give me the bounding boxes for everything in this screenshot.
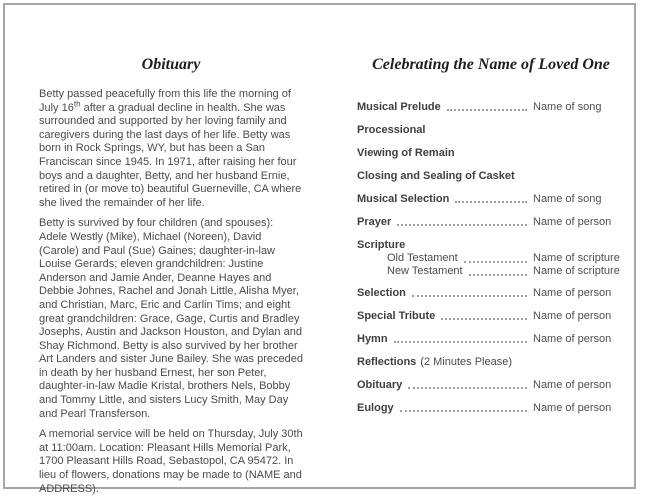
service-subitem-new-testament <box>357 265 625 278</box>
service-item-note: (2 Minutes Please) <box>420 356 513 368</box>
service-item-label: Eulogy <box>357 402 394 414</box>
service-item-value: Name of person <box>533 379 612 391</box>
service-item-label: Obituary <box>357 379 403 391</box>
service-item-value: Name of person <box>533 287 612 299</box>
obituary-paragraph-3: A memorial service will be held on Thursday, July 30th at 11:00am. Location: Pleasant Hills Memorial Park, 1700 Pleasant Hills Road, Sebastopol, CA 95472. In lieu of flowers, donations may be made to (NAME and ADDRESS). <box>39 428 303 495</box>
service-item-label: Viewing of Remain <box>357 147 455 159</box>
dotted-leader <box>400 401 527 412</box>
service-item-viewing-of-remain <box>357 146 625 160</box>
dotted-leader <box>408 378 527 389</box>
program-sheet <box>3 3 636 495</box>
service-item-eulogy <box>357 401 625 415</box>
service-item-closing-and-sealing <box>357 169 625 183</box>
paragraph-1-text-continued: after a gradual decline in health. She was surrounded and supported by her loving family and caregivers during the last days of her life. Betty was born in Rock Springs, WY, but has been a San Franciscan since 1945. In 1971, after raising her four boys and a daughter, Betty, and her husband Ernie, retired in (or move to) beautiful Guerneville, CA where she lived the remainder of her life. <box>39 101 302 209</box>
dotted-leader <box>412 286 527 297</box>
service-subitem-value: Name of scripture <box>533 252 620 264</box>
service-item-obituary <box>357 378 625 392</box>
service-title: Celebrating the Name of Loved One <box>372 56 610 73</box>
service-item-reflections <box>357 355 625 369</box>
service-item-value: Name of person <box>533 402 612 414</box>
service-item-value: Name of person <box>533 310 612 322</box>
service-item-musical-prelude <box>357 100 625 114</box>
dotted-leader <box>464 252 527 263</box>
service-item-label: Prayer <box>357 216 392 228</box>
service-item-value: Name of song <box>533 193 602 205</box>
service-subitem-old-testament <box>357 252 625 265</box>
dotted-leader <box>394 332 527 343</box>
service-item-scripture <box>357 238 625 252</box>
service-subitem-label: Old Testament <box>387 252 458 264</box>
dotted-leader <box>441 309 527 320</box>
service-item-label: Selection <box>357 287 406 299</box>
service-item-value: Name of song <box>533 101 602 113</box>
service-item-label: Hymn <box>357 333 388 345</box>
service-item-hymn <box>357 332 625 346</box>
service-item-label: Special Tribute <box>357 310 436 322</box>
service-item-musical-selection <box>357 192 625 206</box>
paragraph-1-text: Betty passed peacefully from this life the morning of July 16 <box>39 88 291 114</box>
service-item-label: Musical Prelude <box>357 101 441 113</box>
service-item-label: Scripture <box>357 239 406 251</box>
service-item-label: Reflections <box>357 356 417 368</box>
service-subitem-label: New Testament <box>387 264 463 277</box>
paragraph-1-superscript: th <box>73 98 81 108</box>
obituary-body <box>39 88 303 496</box>
dotted-leader <box>447 100 527 111</box>
obituary-paragraph-2: Betty is survived by four children (and spouses): Adele Westly (Mike), Michael (Noreen), David (Carole) and Paul (Sue) Gaines; daughter-in-law Louise Gerards; eleven grandchildren: Justine Anderson and Jamie Ander, Deanne Hayes and Debbie Johnes, Rachel and Jonah Little, Alisha Myer, and Christian, Marc, Eric and Carlin Tims; and eight great grandchildren: Grace, Gage, Curtis and Bradley Josephs, Austin and Jackson Houston, and Dylan and Shay Richmond. Betty is also survived by her brother Art Landers and sister June Bailey. She was preceded in death by her husband Ernest, her son Peter, daughter-in-law Madie Kristal, brothers Nels, Bobby and Tommy Little, and sisters Lucy Smith, May Day and Pearl Transferson. <box>39 217 303 420</box>
dotted-leader <box>397 215 527 226</box>
service-item-value: Name of person <box>533 333 612 345</box>
obituary-page <box>39 55 303 503</box>
dotted-leader <box>469 265 527 276</box>
service-item-special-tribute <box>357 309 625 323</box>
service-item-prayer <box>357 215 625 229</box>
dotted-leader <box>455 192 527 203</box>
obituary-title: Obituary <box>141 56 201 73</box>
order-of-service-page <box>357 55 625 424</box>
service-item-value: Name of person <box>533 216 612 228</box>
service-item-label: Processional <box>357 124 426 136</box>
service-item-processional <box>357 123 625 137</box>
service-item-label: Closing and Sealing of Casket <box>357 170 515 182</box>
service-subitem-value: Name of scripture <box>533 264 620 277</box>
service-item-selection <box>357 286 625 300</box>
obituary-paragraph-1 <box>39 88 303 210</box>
service-item-label: Musical Selection <box>357 193 450 205</box>
